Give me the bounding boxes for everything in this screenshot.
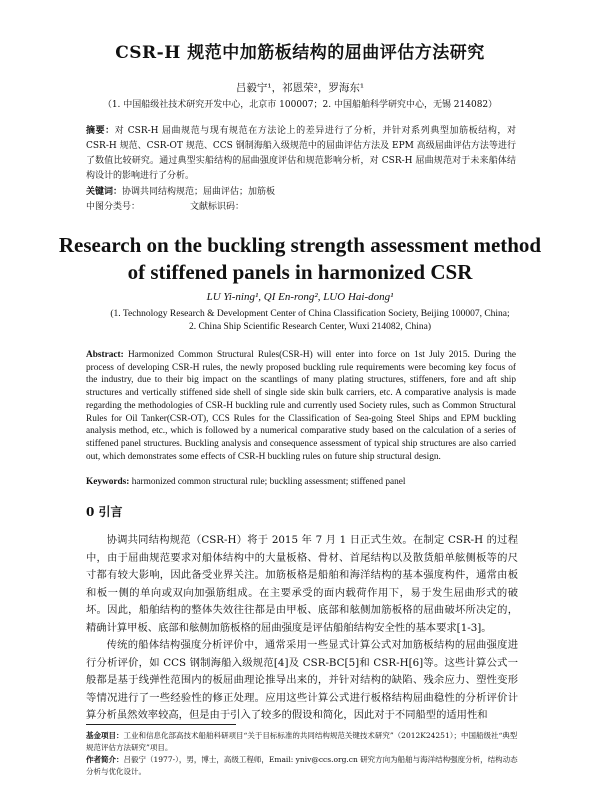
fund-text: 工业和信息化部高技术船舶科研项目“关于目标标准的共同结构规范关键技术研究”（2012K24251）；中国船级社“典型规范评估方法研究”项目。 — [86, 731, 518, 752]
english-keywords-text: harmonized common structural rule; buckling assessment; stiffened panel — [131, 477, 406, 487]
body-text — [86, 532, 518, 725]
fund-label: 基金项目： — [86, 731, 124, 740]
chinese-abstract — [86, 124, 516, 184]
chinese-keywords-label: 关键词： — [86, 187, 123, 197]
english-keywords — [86, 477, 516, 487]
fund-note — [86, 730, 518, 754]
english-abstract-label: Abstract: — [86, 350, 124, 360]
section-heading: 0 引言 — [86, 505, 123, 519]
english-affiliation: (1. Technology Research & Development Center of China Classification Society, Beijing 100007, China; 2. China Ship Scientific Research Center, Wuxi 214082, China) — [110, 309, 510, 332]
body-paragraph-1: 协调共同结构规范（CSR-H）将于 2015 年 7 月 1 日正式生效。在制定 CSR-H 的过程中，由于屈曲规范要求对船体结构中的大量板格、骨材、首尾结构以及散货船单舷侧板等的尺寸都有较大影响，因此备受业界关注。加筋板格是船舶和海洋结构的基本强度构件，通常由板和板一侧的单向或双向加强筋组成。在主要承受的面内载荷作用下，易于发生屈曲形式的破坏。因此，船舶结构的整体失效往往都是由甲板、底部和舷侧加筋板格的屈曲破坏所决定的，精确计算甲板、底部和舷侧加筋板格的屈曲强度是评估船舶结构安全性的基本要求[1-3]。 — [86, 534, 518, 634]
chinese-keywords-text: 协调共同结构规范；屈曲评估；加筋板 — [122, 187, 276, 197]
chinese-keywords — [86, 184, 516, 197]
body-paragraph-2: 传统的船体结构强度分析评价中，通常采用一些显式计算公式对加筋板结构的屈曲强度进行分析评价，如 CCS 钢制海船入级规范[4]及 CSR-BC[5]和 CSR-H[6]等。这些计算公式一般都是基于线弹性范围内的板屈曲理论推导出来的，并针对结构的缺陷、残余应力、塑性变形等情况进行了一些经验性的修正处理。应用这些计算公式进行板格结构屈曲稳性的分析评价计算分析虽然效率较高，但是由于引入了较多的假设和简化，因此对于不同船型的适用性和 — [86, 639, 518, 721]
english-keywords-label: Keywords: — [86, 477, 130, 487]
english-title — [0, 232, 600, 286]
chinese-title: CSR-H 规范中加筋板结构的屈曲评估方法研究 — [115, 43, 485, 63]
chinese-abstract-label: 摘要： — [86, 126, 115, 136]
chinese-affiliation: （1. 中国船级社技术研究开发中心，北京市 100007；2. 中国船舶科学研究中心，无锡 214082） — [102, 100, 498, 110]
class-number-label: 中图分类号： — [86, 202, 141, 212]
chinese-abstract-text: 对 CSR-H 屈曲规范与现有规范在方法论上的差异进行了分析，并针对系列典型加筋板结构，对 CSR-H 规范、CSR-OT 规范、CCS 钢制海船入级规范中的屈曲评估方法及 EPM 高级屈曲评估方法等进行了数值比较研究。通过典型实船结构的屈曲强度评估和规范影响分析，对 CSR-H 屈曲规范对于未来船体结构设计的影响进行了分析。 — [86, 126, 516, 181]
author-note-text: 吕毅宁（1977-），男，博士，高级工程师，Email: yniv@ccs.org.cn 研究方向为船舶与海洋结构强度分析，结构动态分析与优化设计。 — [86, 755, 518, 776]
footnote-divider — [86, 724, 236, 725]
author-note — [86, 754, 518, 778]
chinese-authors: 吕毅宁¹，祁恩荣²，罗海东¹ — [235, 82, 365, 94]
footnote — [86, 730, 518, 778]
classification-line — [86, 199, 516, 212]
english-title-line-2: of stiffened panels in harmonized CSR — [127, 260, 473, 284]
author-note-label: 作者简介： — [86, 755, 124, 764]
english-title-line-1: Research on the buckling strength assessment method — [58, 233, 542, 257]
english-abstract — [86, 349, 516, 463]
english-authors: LU Yi-ning¹, QI En-rong², LUO Hai-dong¹ — [206, 291, 394, 303]
english-abstract-text: Harmonized Common Structural Rules(CSR-H) will enter into force on 1st July 2015. During the process of developing CSR-H rules, the newly proposed buckling rule requirements were becoming key focus of the industry, due to their big impact on the scantlings of many plating structures, stiffeners, fore and aft ship structures and vertically stiffened side shell of single side skin bulk carriers, etc. A comparative analysis is made regarding the methodologies of CSR-H buckling rule and currently used Society rules, such as Common Structural Rules for Oil Tanker(CSR-OT), CCS Rules for the Classification of Sea-going Steel Ships and EPM buckling analysis method, etc., which is followed by a numerical comparative study based on the calculation of a series of stiffened panel structures. Buckling analysis and consequence assessment of typical ship structures are also carried out, which demonstrates some effects of CSR-H buckling rules on future ship structural design. — [86, 350, 516, 462]
document-code-label: 文献标识码： — [190, 202, 245, 212]
